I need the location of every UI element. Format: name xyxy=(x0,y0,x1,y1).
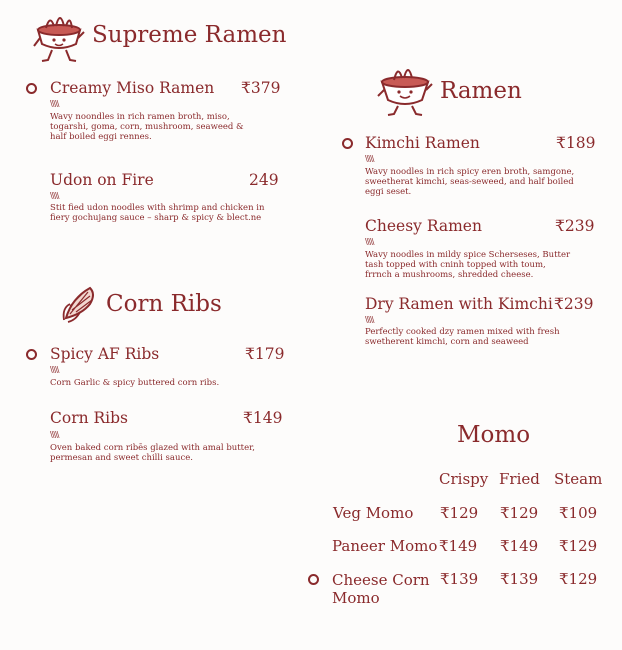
menu-item-name: Kimchi Ramen xyxy=(365,134,480,152)
menu-item-price: ₹179 xyxy=(245,345,285,363)
ramen-mascot-icon xyxy=(376,62,434,118)
menu-item-price: ₹239 xyxy=(555,217,595,235)
menu-item-description: Wavy noodles in mildy spice Scherseses, Butter tash topped with cninh topped with toum, frrnch a mushrooms, shredded cheese. xyxy=(365,250,571,280)
momo-column-steam: Steam xyxy=(554,470,603,488)
featured-bullet-icon xyxy=(26,349,37,360)
menu-item-price: ₹149 xyxy=(243,409,283,427)
menu-item-description: Stit fied udon noodles with shrimp and chicken in fiery gochujang sauce – sharp & spicy & blect.ne xyxy=(50,203,265,223)
menu-item-name: Creamy Miso Ramen xyxy=(50,79,215,97)
menu-item-price: ₹379 xyxy=(241,79,281,97)
menu-item-price: ₹239 xyxy=(554,295,594,313)
ramen-title: Ramen xyxy=(440,78,522,104)
menu-item-price: ₹189 xyxy=(556,134,596,152)
momo-price-steam: ₹129 xyxy=(559,537,598,555)
menu-item-name: Corn Ribs xyxy=(50,409,129,427)
menu-item-name: Spicy AF Ribs xyxy=(50,345,160,363)
menu-item-description: Wavy noodles in rich spicy eren broth, samgone, sweetherat kimchi, seas-seweed, and half boiled eggi seset. xyxy=(365,167,575,197)
squiggle-divider: \\\\\ xyxy=(50,365,59,374)
menu-item-description: Oven baked corn ribēs glazed with amal butter, permesan and sweet chilli sauce. xyxy=(50,443,255,463)
momo-price-crispy: ₹149 xyxy=(439,537,478,555)
momo-column-crispy: Crispy xyxy=(439,470,489,488)
featured-bullet-icon xyxy=(308,574,319,585)
momo-row-name: Cheese Corn xyxy=(332,571,430,589)
momo-price-fried: ₹139 xyxy=(500,570,539,588)
squiggle-divider: \\\\\ xyxy=(50,99,59,108)
featured-bullet-icon xyxy=(342,138,353,149)
momo-price-steam: ₹109 xyxy=(559,504,598,522)
supreme-ramen-title: Supreme Ramen xyxy=(92,22,287,48)
menu-item-name: Dry Ramen with Kimchi xyxy=(365,295,553,313)
momo-price-crispy: ₹139 xyxy=(440,570,479,588)
supreme-ramen-mascot-icon xyxy=(32,8,86,64)
momo-title: Momo xyxy=(457,422,531,448)
momo-price-crispy: ₹129 xyxy=(440,504,479,522)
squiggle-divider: \\\\\ xyxy=(50,430,59,439)
corn-icon xyxy=(60,284,100,324)
squiggle-divider: \\\\\ xyxy=(365,237,374,246)
momo-row-name: Paneer Momo xyxy=(332,537,438,555)
momo-row-name-line2: Momo xyxy=(332,589,380,607)
menu-item-description: Perfectly cooked dzy ramen mixed with fresh swetherent kimchi, corn and seaweed xyxy=(365,327,560,347)
squiggle-divider: \\\\\ xyxy=(50,191,59,200)
corn-ribs-title: Corn Ribs xyxy=(106,291,222,317)
squiggle-divider: \\\\\ xyxy=(365,154,374,163)
menu-item-description: Corn Garlic & spicy buttered corn ribs. xyxy=(50,378,220,388)
menu-item-name: Udon on Fire xyxy=(50,171,154,189)
momo-price-fried: ₹129 xyxy=(500,504,539,522)
menu-item-price: 249 xyxy=(249,171,279,189)
featured-bullet-icon xyxy=(26,83,37,94)
momo-price-steam: ₹129 xyxy=(559,570,598,588)
momo-column-fried: Fried xyxy=(499,470,540,488)
momo-row-name: Veg Momo xyxy=(333,504,414,522)
momo-price-fried: ₹149 xyxy=(500,537,539,555)
menu-item-name: Cheesy Ramen xyxy=(365,217,482,235)
squiggle-divider: \\\\\ xyxy=(365,315,374,324)
menu-item-description: Wavy noondles in rich ramen broth, miso, togarshi, goma, corn, mushroom, seaweed & half boiled eggi rennes. xyxy=(50,112,244,142)
